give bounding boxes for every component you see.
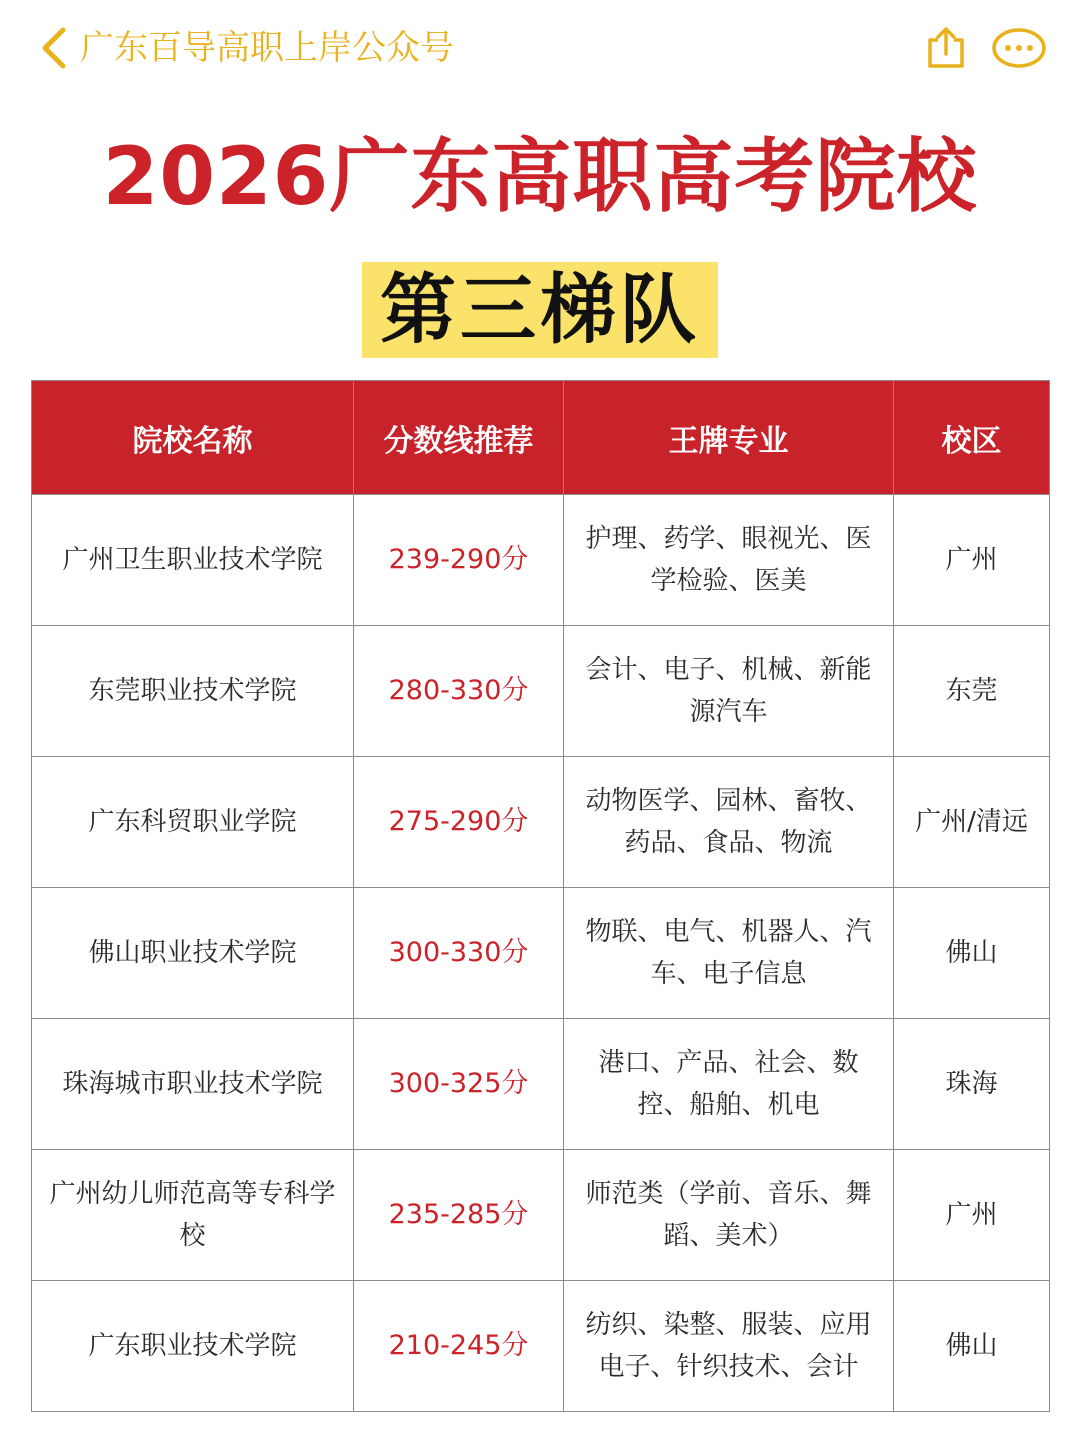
score-cell: 275-290分 [354, 757, 564, 888]
account-title[interactable]: 广东百导高职上岸公众号 [80, 28, 454, 68]
campus-cell: 广州 [894, 1150, 1050, 1281]
more-button[interactable] [990, 22, 1048, 74]
score-cell: 239-290分 [354, 495, 564, 626]
subtitle-wrap [0, 262, 1080, 358]
table-row [32, 1281, 1050, 1412]
back-button[interactable] [34, 22, 74, 74]
college-name-cell: 东莞职业技术学院 [32, 626, 354, 757]
table-row [32, 757, 1050, 888]
score-cell: 210-245分 [354, 1281, 564, 1412]
college-name-cell: 广州幼儿师范高等专科学校 [32, 1150, 354, 1281]
college-table [31, 380, 1050, 1412]
page-subtitle: 第三梯队 [362, 262, 718, 358]
nav-bar [0, 0, 1080, 96]
college-name-cell: 珠海城市职业技术学院 [32, 1019, 354, 1150]
table-row [32, 495, 1050, 626]
header-college-name: 院校名称 [32, 381, 354, 495]
header-score-line: 分数线推荐 [354, 381, 564, 495]
table-row [32, 626, 1050, 757]
major-cell: 物联、电气、机器人、汽车、电子信息 [564, 888, 894, 1019]
campus-cell: 佛山 [894, 1281, 1050, 1412]
share-button[interactable] [920, 22, 972, 74]
major-cell: 师范类（学前、音乐、舞蹈、美术） [564, 1150, 894, 1281]
major-cell: 港口、产品、社会、数控、船舶、机电 [564, 1019, 894, 1150]
college-name-cell: 广州卫生职业技术学院 [32, 495, 354, 626]
score-cell: 300-325分 [354, 1019, 564, 1150]
table-header-row [32, 381, 1050, 495]
table-row [32, 1019, 1050, 1150]
table-row [32, 888, 1050, 1019]
major-cell: 动物医学、园林、畜牧、药品、食品、物流 [564, 757, 894, 888]
campus-cell: 珠海 [894, 1019, 1050, 1150]
score-cell: 235-285分 [354, 1150, 564, 1281]
table-row [32, 1150, 1050, 1281]
header-major: 王牌专业 [564, 381, 894, 495]
header-campus: 校区 [894, 381, 1050, 495]
major-cell: 纺织、染整、服装、应用电子、针织技术、会计 [564, 1281, 894, 1412]
more-icon [991, 26, 1047, 70]
campus-cell: 广州/清远 [894, 757, 1050, 888]
major-cell: 会计、电子、机械、新能源汽车 [564, 626, 894, 757]
score-cell: 300-330分 [354, 888, 564, 1019]
share-icon [924, 26, 968, 70]
page-title: 2026广东高职高考院校 [102, 130, 978, 223]
college-name-cell: 佛山职业技术学院 [32, 888, 354, 1019]
campus-cell: 佛山 [894, 888, 1050, 1019]
chevron-left-icon [39, 26, 69, 70]
college-name-cell: 广东科贸职业学院 [32, 757, 354, 888]
campus-cell: 东莞 [894, 626, 1050, 757]
score-cell: 280-330分 [354, 626, 564, 757]
college-name-cell: 广东职业技术学院 [32, 1281, 354, 1412]
major-cell: 护理、药学、眼视光、医学检验、医美 [564, 495, 894, 626]
campus-cell: 广州 [894, 495, 1050, 626]
